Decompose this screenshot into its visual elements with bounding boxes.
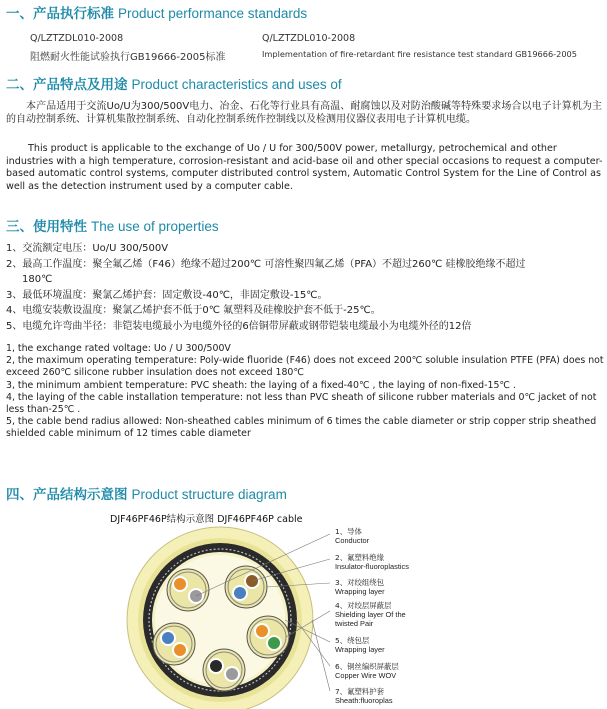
twisted-pair (153, 623, 195, 665)
legend-item-5 (335, 636, 385, 654)
use-list-en (6, 343, 604, 441)
twisted-pair (203, 649, 245, 691)
standard-code-right: Q/LZTZDL010-2008 (262, 33, 356, 44)
section-title-use (6, 215, 219, 235)
section-title-en: Product performance standards (118, 6, 308, 21)
use-item-zh: 3、最低环境温度：聚氯乙烯护套：固定敷设-40℃，非固定敷设-15℃。 (6, 289, 328, 301)
legend-item-2 (335, 553, 409, 571)
legend-label-zh: 3、对绞组绕包 (335, 578, 385, 587)
legend-item-6 (335, 662, 399, 680)
section-title-zh: 三、使用特性 (6, 219, 87, 235)
legend-item-3 (335, 578, 385, 596)
use-item-en: 5, the cable bend radius allowed: Non-sheathed cables minimum of 6 times the cable diameter or strip copper strip sheathed shielded cable minimum of 12 times cable diameter (6, 416, 597, 440)
use-item-en: 3, the minimum ambient temperature: PVC sheath: the laying of a fixed-40℃ , the laying of non-fixed-15℃ . (6, 379, 516, 391)
section-title-zh: 四、产品结构示意图 (6, 487, 128, 503)
use-item-zh-continued: 180℃ (22, 274, 53, 285)
legend-label-zh: 7、氟塑料护套 (335, 687, 385, 696)
use-item-zh: 2、最高工作温度：聚全氟乙烯（F46）绝缘不超过200℃ 可溶性聚四氟乙烯（PFA）不超过260℃ 硅橡胶绝缘不超过 (6, 258, 526, 270)
legend-label-zh: 1、导体 (335, 527, 362, 536)
diagram-title: DJF46PF46P结构示意图 DJF46PF46P cable (110, 514, 303, 525)
legend-item-1 (335, 527, 369, 545)
legend-label-zh: 5、绕包层 (335, 636, 370, 645)
standard-gb-zh: 阻燃耐火性能试验执行GB19666-2005标准 (30, 52, 226, 63)
twisted-pair (167, 569, 209, 611)
legend-label-en: Shielding layer Of the twisted Pair (335, 610, 406, 629)
twisted-pair (247, 616, 289, 658)
legend-label-zh: 6、铜丝编织屏蔽层 (335, 662, 399, 671)
twisted-pair (225, 566, 267, 608)
use-item-zh: 5、电缆允许弯曲半径：非铠装电缆最小为电缆外径的6倍铜带屏蔽或钢带铠装电缆最小为电缆外径的12倍 (6, 320, 472, 332)
use-item-en: 2, the maximum operating temperature: Poly-wide fluoride (F46) does not exceed 200℃ soluble insulation PTFE (PFA) does not exceed 260℃ silicone rubber insulation does not exceed 180℃ (6, 355, 604, 379)
section-title-en: The use of properties (91, 219, 219, 234)
legend-label-en: Wrapping layer (335, 645, 385, 655)
legend-label-en: Conductor (335, 536, 370, 546)
section-title-zh: 一、产品执行标准 (6, 6, 114, 22)
characteristics-zh: 本产品适用于交流Uo/U为300/500V电力、冶金、石化等行业具有高温、耐腐蚀以及对防治酸碱等特殊要求场合以电子计算机为主的自动控制系统、计算机集散控制系统、自动化控制系统作控制线以及检测用仪器仪表用电子计算机电缆。 (6, 101, 602, 125)
section-title-en: Product characteristics and uses of (131, 77, 342, 92)
cable-cross-section-diagram (0, 520, 607, 709)
section-title-zh: 二、产品特点及用途 (6, 77, 128, 93)
legend-item-7 (335, 687, 393, 705)
use-item-zh: 1、交流额定电压：Uo/U 300/500V (6, 243, 169, 254)
legend-item-4 (335, 601, 413, 629)
characteristics-en: This product is applicable to the exchange of Uo / U for 300/500V power, metallurgy, petrochemical and other industries with a high temperature, corrosion-resistant and acid-base oil and other special occasions to request a computer-based automatic control systems, computer distributed control system, Automatic Control System for the Line of Control as well as the detection instrument used by a computer cable. (6, 143, 603, 192)
legend-label-zh: 2、氟塑料绝缘 (335, 553, 385, 562)
use-list-zh (6, 241, 604, 334)
legend-label-en: Copper Wire WOV (335, 671, 397, 681)
standard-code-left: Q/LZTZDL010-2008 (30, 33, 124, 44)
use-item-en: 4, the laying of the cable installation temperature: not less than PVC sheath of silicone rubber materials and 0℃ jacket of not less than-25℃ . (6, 391, 597, 416)
section-title-characteristics (6, 73, 342, 93)
legend-label-en: Sheath:fluoroplas (335, 696, 393, 706)
legend-label-en: Insulator-fluoroplastics (335, 562, 409, 572)
section-title-standards (6, 2, 307, 22)
section-title-en: Product structure diagram (131, 487, 287, 502)
legend-label-en: Wrapping layer (335, 587, 385, 597)
standard-gb-en: Implementation of fire-retardant fire resistance test standard GB19666-2005 (262, 49, 577, 59)
section-title-structure (6, 483, 287, 503)
use-item-en: 1, the exchange rated voltage: Uo / U 300/500V (6, 343, 231, 354)
legend-label-zh: 4、对绞层屏蔽层 (335, 601, 392, 610)
use-item-zh: 4、电缆安装敷设温度：聚氯乙烯护套不低于0℃ 氟塑料及硅橡胶护套不低于-25℃。 (6, 305, 381, 316)
